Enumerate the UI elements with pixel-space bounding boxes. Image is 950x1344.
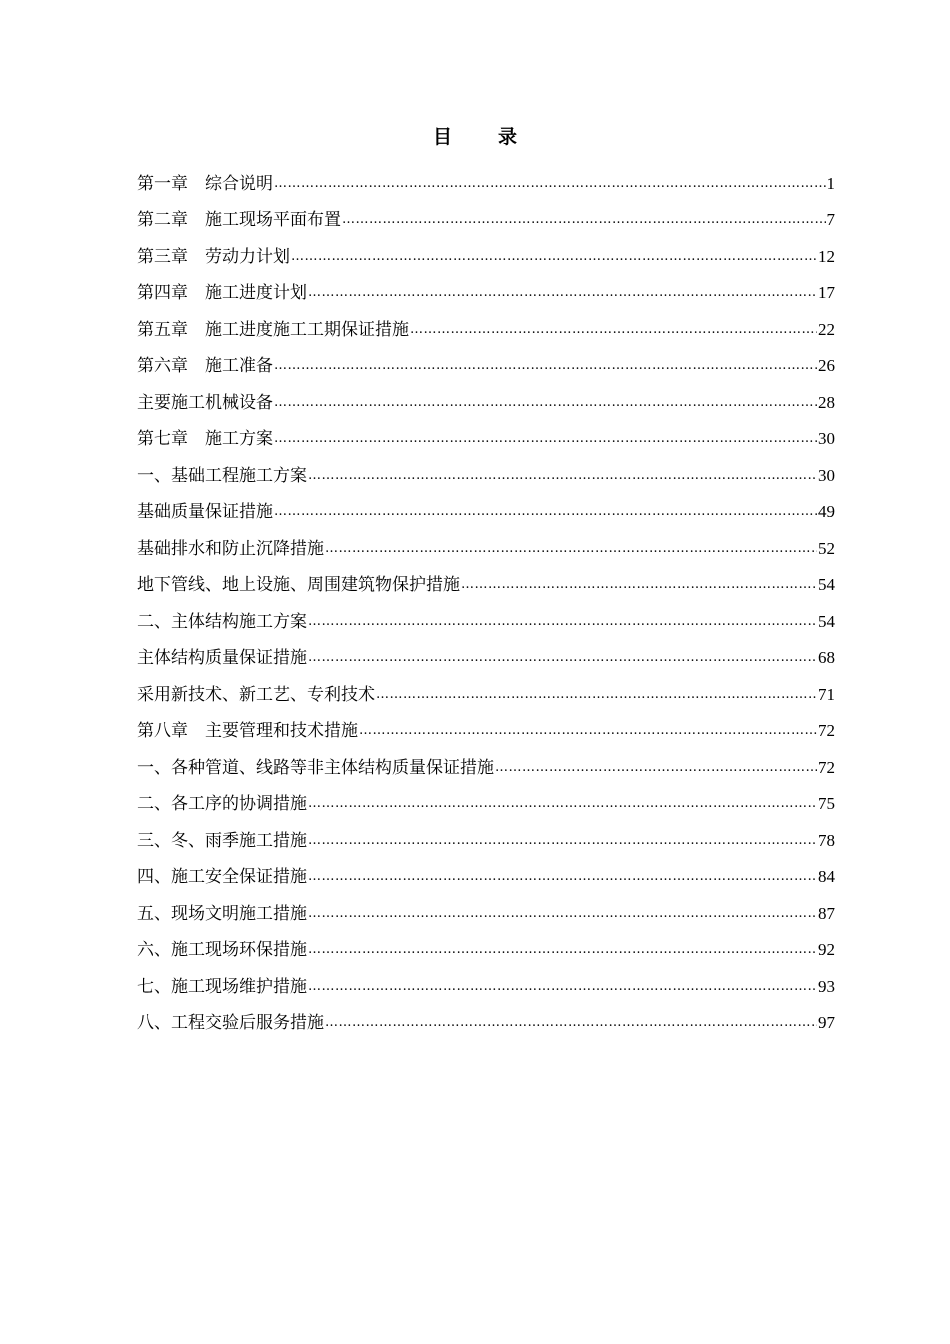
toc-entry-page: 92 (818, 940, 835, 959)
toc-entry-label: 第五章 施工进度施工工期保证措施 (137, 319, 409, 340)
toc-entry[interactable] (137, 489, 835, 526)
toc-entry-label: 四、施工安全保证措施 (137, 867, 307, 887)
toc-entry[interactable] (137, 963, 835, 1000)
toc-entry-label: 基础排水和防止沉降措施 (137, 538, 324, 559)
toc-entry-page: 1 (826, 173, 835, 193)
toc-entry-page: 28 (818, 392, 835, 412)
toc-leader-dots (461, 572, 817, 598)
toc-entry-page: 7 (826, 210, 835, 229)
toc-entry-label: 一、各种管道、线路等非主体结构质量保证措施 (137, 757, 494, 778)
toc-entry-label: 主体结构质量保证措施 (137, 648, 307, 668)
toc-entry[interactable] (137, 343, 835, 380)
toc-entry-page: 75 (818, 794, 835, 813)
toc-entry-label: 地下管线、地上设施、周围建筑物保护措施 (137, 575, 460, 595)
toc-entry-page: 30 (818, 465, 835, 485)
toc-entry[interactable] (137, 562, 835, 599)
toc-leader-dots (291, 244, 817, 270)
toc-entry-label: 五、现场文明施工措施 (137, 903, 307, 924)
toc-entry[interactable] (137, 817, 835, 854)
toc-leader-dots (342, 207, 826, 233)
toc-leader-dots (308, 280, 817, 306)
toc-entry-label: 第四章 施工进度计划 (137, 283, 307, 303)
toc-entry[interactable] (137, 233, 835, 270)
toc-entry-label: 第一章 综合说明 (137, 173, 273, 194)
toc-entry-label: 第七章 施工方案 (137, 429, 273, 449)
toc-entry-page: 52 (818, 538, 835, 558)
toc-entry-label: 六、施工现场环保措施 (137, 940, 307, 960)
toc-entry-page: 49 (818, 502, 835, 521)
toc-leader-dots (274, 171, 826, 197)
toc-entry-label: 第三章 劳动力计划 (137, 246, 290, 267)
toc-entry-label: 一、基础工程施工方案 (137, 465, 307, 486)
toc-entry-page: 54 (818, 575, 835, 594)
toc-entry-page: 12 (818, 246, 835, 266)
toc-entry-label: 二、主体结构施工方案 (137, 611, 307, 632)
toc-title-part-1: 目 (432, 126, 452, 148)
toc-entry-page: 87 (818, 903, 835, 923)
toc-leader-dots (308, 645, 817, 671)
toc-entry-label: 第六章 施工准备 (137, 356, 273, 376)
toc-entry-label: 二、各工序的协调措施 (137, 794, 307, 814)
toc-entry-label: 采用新技术、新工艺、专利技术 (137, 684, 375, 705)
toc-title-part-2: 录 (498, 126, 518, 148)
toc-leader-dots (359, 718, 817, 744)
toc-entry[interactable] (137, 379, 835, 416)
toc-entry-label: 七、施工现场维护措施 (137, 976, 307, 997)
toc-entry[interactable] (137, 197, 835, 234)
toc-leader-dots (308, 901, 817, 927)
toc-leader-dots (308, 463, 817, 489)
toc-entry-page: 54 (818, 611, 835, 631)
toc-entry-page: 71 (818, 684, 835, 704)
toc-entry-page: 72 (818, 757, 835, 777)
toc-entry[interactable] (137, 781, 835, 818)
toc-entry[interactable] (137, 890, 835, 927)
toc-entry[interactable] (137, 1000, 835, 1037)
toc-entry-page: 72 (818, 721, 835, 740)
toc-entry[interactable] (137, 635, 835, 672)
toc-entry[interactable] (137, 452, 835, 489)
toc-leader-dots (308, 937, 817, 963)
toc-entry[interactable] (137, 708, 835, 745)
toc-entry-page: 84 (818, 867, 835, 886)
toc-leader-dots (495, 755, 817, 781)
toc-leader-dots (376, 682, 817, 708)
toc-entry-label: 基础质量保证措施 (137, 502, 273, 522)
toc-entry-page: 22 (818, 319, 835, 339)
toc-leader-dots (308, 974, 817, 1000)
toc-leader-dots (274, 353, 817, 379)
toc-leader-dots (325, 536, 817, 562)
toc-entry-page: 17 (818, 283, 835, 302)
toc-entry-page: 93 (818, 976, 835, 996)
toc-list (137, 160, 835, 1036)
toc-entry[interactable] (137, 160, 835, 197)
toc-title (0, 124, 950, 150)
toc-leader-dots (308, 609, 817, 635)
toc-entry[interactable] (137, 854, 835, 891)
toc-entry[interactable] (137, 927, 835, 964)
toc-entry-label: 三、冬、雨季施工措施 (137, 830, 307, 851)
toc-entry-label: 第二章 施工现场平面布置 (137, 210, 341, 230)
toc-leader-dots (308, 828, 817, 854)
toc-leader-dots (274, 426, 817, 452)
toc-entry-page: 78 (818, 830, 835, 850)
toc-leader-dots (410, 317, 817, 343)
toc-entry[interactable] (137, 525, 835, 562)
toc-entry-label: 八、工程交验后服务措施 (137, 1013, 324, 1033)
toc-leader-dots (308, 791, 817, 817)
toc-entry-page: 26 (818, 356, 835, 375)
toc-entry-page: 68 (818, 648, 835, 667)
toc-entry-label: 第八章 主要管理和技术措施 (137, 721, 358, 741)
toc-entry[interactable] (137, 416, 835, 453)
toc-entry[interactable] (137, 306, 835, 343)
toc-entry[interactable] (137, 598, 835, 635)
toc-entry[interactable] (137, 671, 835, 708)
toc-entry-page: 30 (818, 429, 835, 448)
toc-leader-dots (308, 864, 817, 890)
toc-entry-label: 主要施工机械设备 (137, 392, 273, 413)
toc-entry[interactable] (137, 270, 835, 307)
toc-entry[interactable] (137, 744, 835, 781)
toc-leader-dots (325, 1010, 817, 1036)
toc-leader-dots (274, 499, 817, 525)
toc-leader-dots (274, 390, 817, 416)
toc-entry-page: 97 (818, 1013, 835, 1032)
